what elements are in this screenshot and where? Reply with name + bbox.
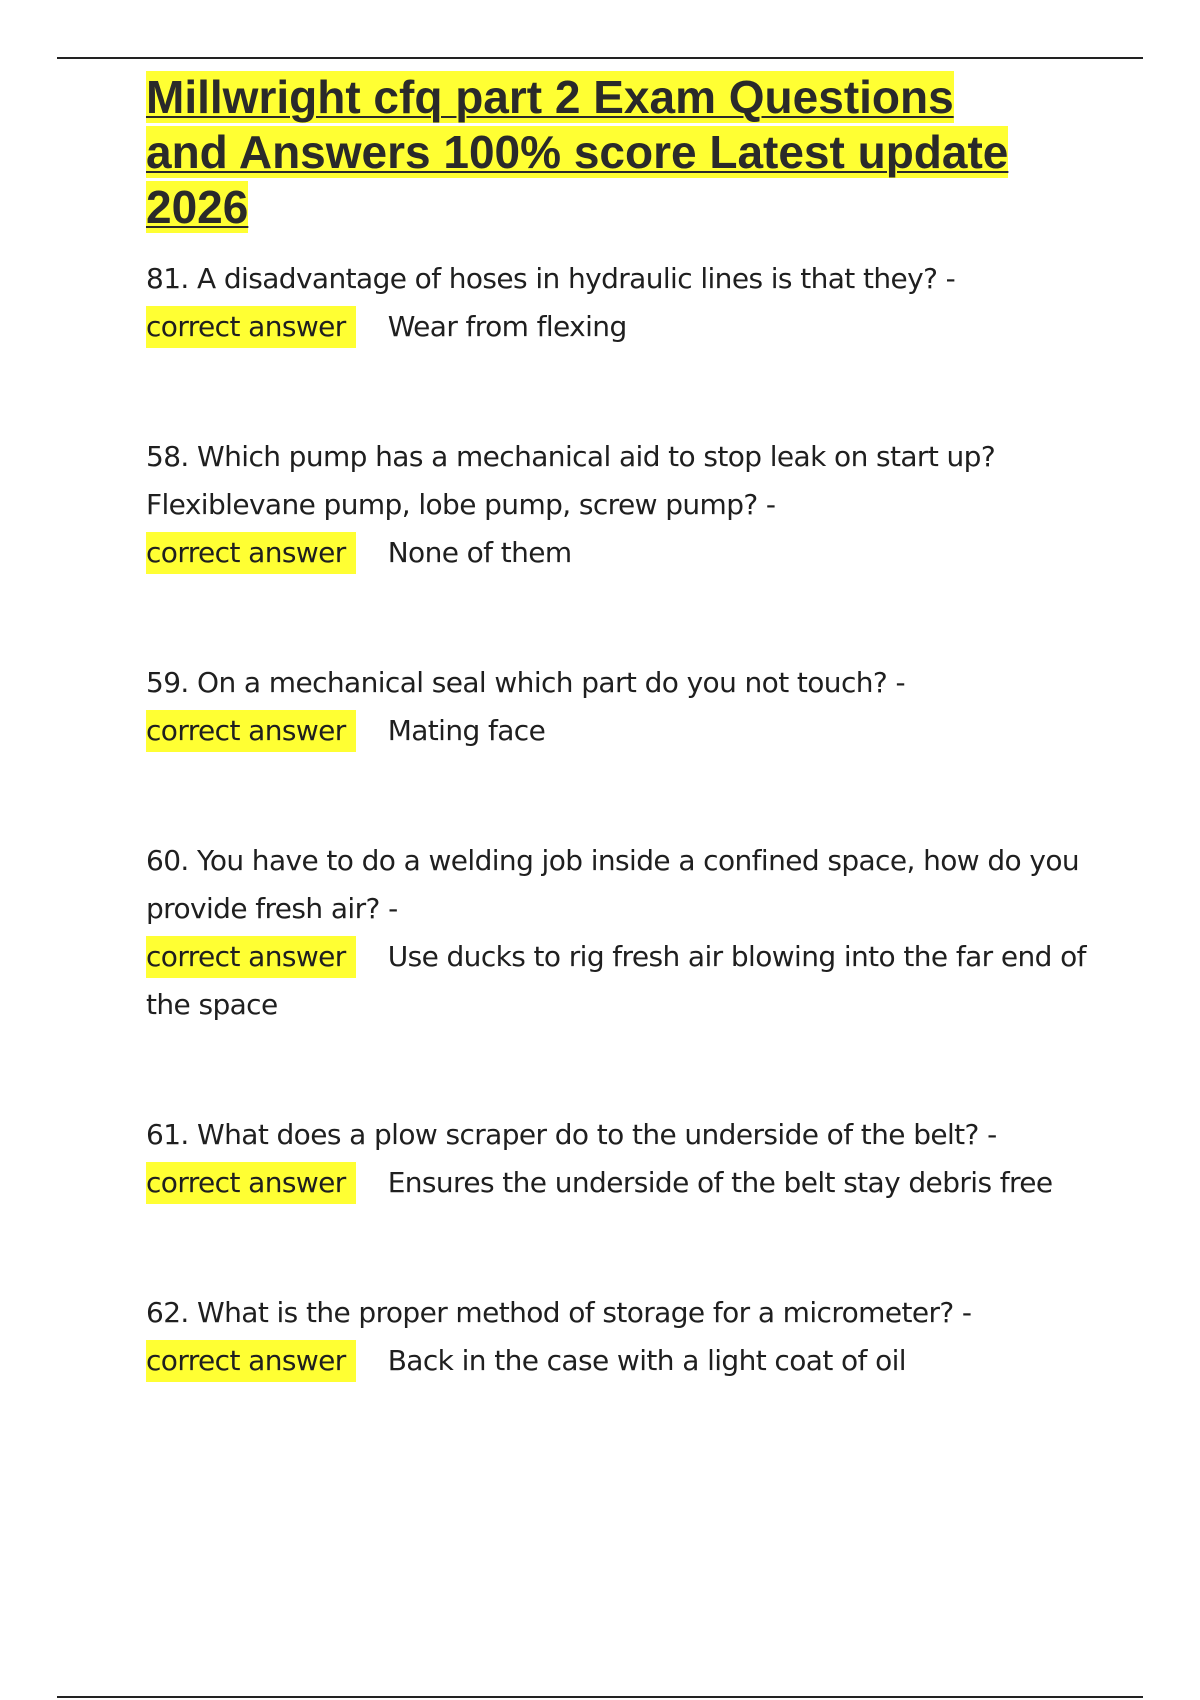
qa-item <box>146 433 1096 577</box>
answer-label: correct answer <box>146 936 356 978</box>
document-title <box>146 70 1026 235</box>
answer-label: correct answer <box>146 710 356 752</box>
answer-text: None of them <box>387 536 572 569</box>
answer-label: correct answer <box>146 532 356 574</box>
answer-text: Ensures the underside of the belt stay debris free <box>387 1166 1053 1199</box>
question-text: 60. You have to do a welding job inside a confined space, how do you provide fresh air? - <box>146 844 1080 925</box>
top-rule <box>57 57 1143 59</box>
answer-text: Use ducks to rig fresh air blowing into the far end of the space <box>146 940 1086 1021</box>
question-text: 81. A disadvantage of hoses in hydraulic lines is that they? - <box>146 262 956 295</box>
answer-label: correct answer <box>146 1162 356 1204</box>
bottom-rule <box>57 1696 1143 1698</box>
question-text: 59. On a mechanical seal which part do you not touch? - <box>146 666 905 699</box>
qa-item <box>146 659 1096 755</box>
qa-item <box>146 1111 1096 1207</box>
answer-text: Wear from flexing <box>387 310 627 343</box>
answer-text: Mating face <box>387 714 546 747</box>
qa-item <box>146 255 1096 351</box>
answer-label: correct answer <box>146 306 356 348</box>
answer-label: correct answer <box>146 1340 356 1382</box>
qa-item <box>146 837 1096 1029</box>
qa-item <box>146 1289 1096 1385</box>
question-text: 62. What is the proper method of storage for a micrometer? - <box>146 1296 972 1329</box>
question-text: 58. Which pump has a mechanical aid to stop leak on start up? Flexiblevane pump, lobe pump, screw pump? - <box>146 440 996 521</box>
title-text: Millwright cfq part 2 Exam Questions and Answers 100% score Latest update 2026 <box>146 71 1009 233</box>
document-body <box>146 70 1096 1385</box>
question-text: 61. What does a plow scraper do to the underside of the belt? - <box>146 1118 997 1151</box>
answer-text: Back in the case with a light coat of oil <box>387 1344 906 1377</box>
